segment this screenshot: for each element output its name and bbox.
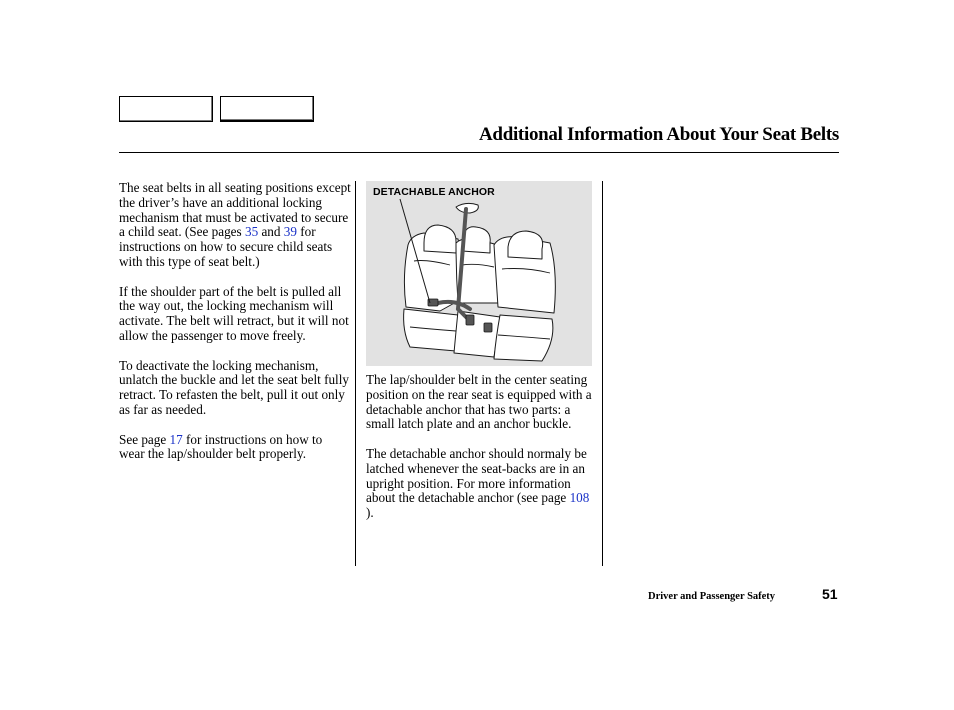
page-link-17[interactable]: 17 (169, 431, 183, 447)
title-underline (119, 152, 839, 153)
nav-button-previous[interactable] (119, 96, 213, 122)
seat-cushion-right (494, 315, 553, 361)
page-number: 51 (822, 586, 838, 602)
left-column (119, 181, 351, 477)
headrest-right (508, 231, 543, 259)
paragraph-child-seat-locking: The seat belts in all seating positions except the driver’s have an additional locking mechanism that must be activated to secure a child seat. (See pages 35 and 39 for instructions on how to secure child seats with this type of seat belt.) (119, 180, 351, 269)
page-title: Additional Information About Your Seat Belts (479, 124, 839, 145)
anchor-buckle (466, 315, 474, 325)
paragraph-detachable-anchor-description: The lap/shoulder belt in the center seating position on the rear seat is equipped with a detachable anchor that has two parts: a small latch plate and an anchor buckle. (366, 372, 592, 432)
seat-cushion-left (404, 309, 459, 351)
rear-seat-drawing (366, 181, 592, 366)
nav-button-next[interactable] (220, 96, 314, 122)
figure-label: DETACHABLE ANCHOR (373, 186, 495, 198)
middle-column (366, 373, 598, 536)
seat-belt-buckle (484, 323, 492, 332)
seat-cushion-center (454, 311, 500, 357)
page-link-108[interactable]: 108 (569, 490, 590, 506)
page-link-35[interactable]: 35 (244, 224, 259, 240)
paragraph-deactivate-locking: To deactivate the locking mechanism, unlatch the buckle and let the seat belt fully retract. To refasten the belt, pull it out only as far as needed. (119, 357, 349, 417)
paragraph-locking-activation: If the shoulder part of the belt is pulled all the way out, the locking mechanism will activate. The belt will retract, but it will not allow the passenger to move freely. (119, 283, 349, 343)
paragraph-see-page-17: See page 17 for instructions on how to wear the lap/shoulder belt properly. (119, 431, 323, 462)
column-divider-right (602, 181, 603, 566)
paragraph-detachable-anchor-latching: The detachable anchor should normaly be latched whenever the seat-backs are in an upright position. For more information about the detachable anchor (see page 108 ). (366, 445, 590, 521)
column-divider-left (355, 181, 356, 566)
footer-section-title: Driver and Passenger Safety (648, 591, 776, 602)
detachable-anchor-illustration (366, 181, 592, 366)
headrest-left (424, 225, 456, 253)
page-link-39[interactable]: 39 (283, 224, 297, 240)
